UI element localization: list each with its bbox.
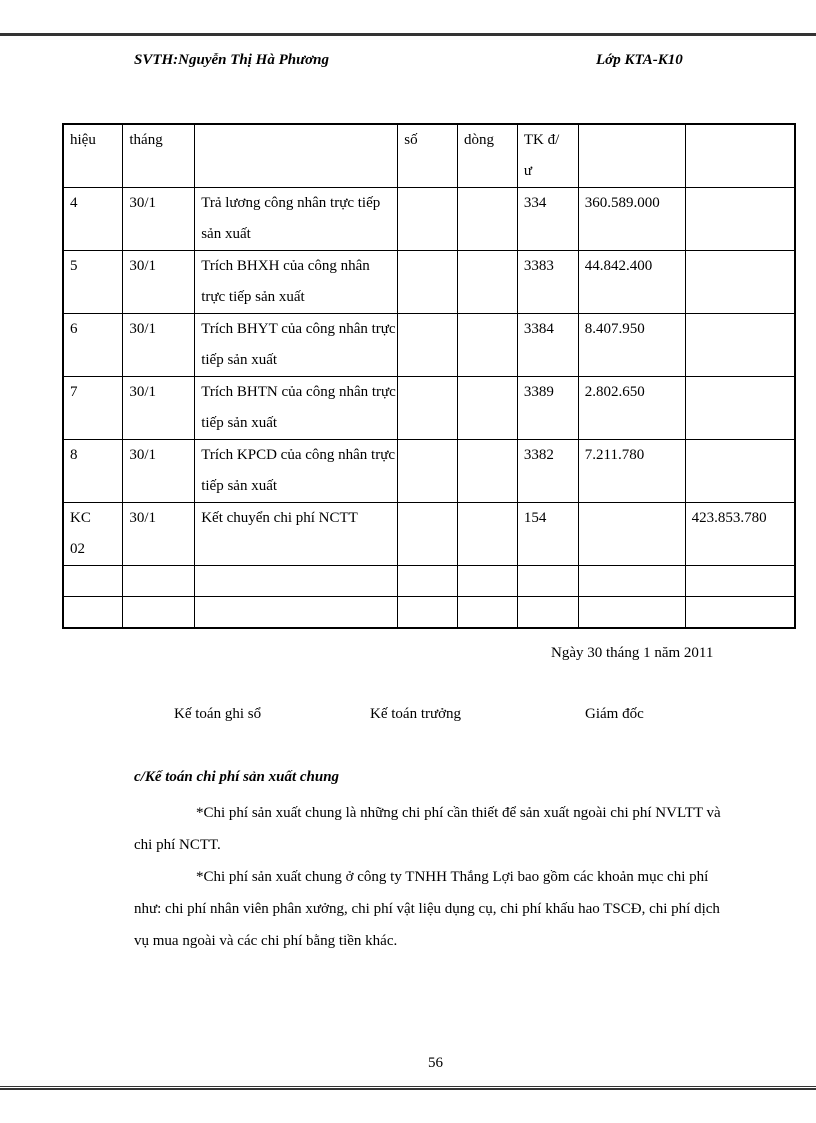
entry-account: 3384 <box>517 314 578 377</box>
entry-page <box>398 440 458 503</box>
entry-line <box>458 377 518 440</box>
entry-number: 8 <box>63 440 123 503</box>
paragraph-2 <box>134 861 734 957</box>
entry-line <box>458 251 518 314</box>
entry-debit: 7.211.780 <box>578 440 685 503</box>
entry-page <box>398 251 458 314</box>
entry-description: Kết chuyển chi phí NCTT <box>195 503 398 566</box>
entry-debit: 8.407.950 <box>578 314 685 377</box>
paragraph-1 <box>134 797 734 861</box>
table-row <box>63 188 795 251</box>
header-cell: hiệu <box>63 124 123 188</box>
entry-credit <box>685 440 795 503</box>
entry-date: 30/1 <box>123 188 195 251</box>
entry-account: 334 <box>517 188 578 251</box>
entry-number: 7 <box>63 377 123 440</box>
header-class: Lớp KTA-K10 <box>596 52 683 68</box>
date-line: Ngày 30 tháng 1 năm 2011 <box>551 645 714 661</box>
entry-credit <box>685 377 795 440</box>
entry-account: 3389 <box>517 377 578 440</box>
entry-description: Trích BHYT của công nhân trực tiếp sản xuất <box>195 314 398 377</box>
entry-debit: 44.842.400 <box>578 251 685 314</box>
entry-number: 4 <box>63 188 123 251</box>
entry-line <box>458 503 518 566</box>
section-title: c/Kế toán chi phí sản xuất chung <box>134 769 340 785</box>
entry-page <box>398 377 458 440</box>
entry-date: 30/1 <box>123 503 195 566</box>
entry-debit: 360.589.000 <box>578 188 685 251</box>
entry-line <box>458 440 518 503</box>
header-cell <box>195 124 398 188</box>
entry-date: 30/1 <box>123 251 195 314</box>
entry-account: 3382 <box>517 440 578 503</box>
entry-description: Trích BHXH của công nhân trực tiếp sản xuất <box>195 251 398 314</box>
entry-date: 30/1 <box>123 377 195 440</box>
entry-date: 30/1 <box>123 440 195 503</box>
table-header-row <box>63 124 795 188</box>
entry-line <box>458 188 518 251</box>
paragraph-2-text: *Chi phí sản xuất chung ở công ty TNHH Thắng Lợi bao gồm các khoản mục chi phí như: chi phí nhân viên phân xưởng, chi phí vật liệu dụng cụ, chi phí khấu hao TSCĐ, chi phí dịch vụ mua ngoài và các chi phí bằng tiền khác. <box>134 869 720 949</box>
entry-number: 5 <box>63 251 123 314</box>
header-cell: TK đ/ư <box>517 124 578 188</box>
entry-number: KC 02 <box>63 503 123 566</box>
page-number: 56 <box>428 1055 443 1071</box>
ledger-table <box>62 123 796 629</box>
entry-page <box>398 314 458 377</box>
table-row-empty <box>63 597 795 629</box>
table-row <box>63 314 795 377</box>
entry-date: 30/1 <box>123 314 195 377</box>
table-row-empty <box>63 566 795 597</box>
signature-director: Giám đốc <box>585 706 644 722</box>
table-row <box>63 251 795 314</box>
signature-chief-accountant: Kế toán trưởng <box>370 706 462 722</box>
entry-account: 154 <box>517 503 578 566</box>
entry-number: 6 <box>63 314 123 377</box>
entry-debit <box>578 503 685 566</box>
entry-line <box>458 314 518 377</box>
signature-bookkeeper: Kế toán ghi sổ <box>174 706 262 722</box>
entry-credit <box>685 251 795 314</box>
entry-debit: 2.802.650 <box>578 377 685 440</box>
table-row <box>63 503 795 566</box>
header-cell: số <box>398 124 458 188</box>
entry-page <box>398 503 458 566</box>
entry-description: Trích KPCD của công nhân trực tiếp sản xuất <box>195 440 398 503</box>
header-cell: tháng <box>123 124 195 188</box>
header-cell: dòng <box>458 124 518 188</box>
table-row <box>63 440 795 503</box>
entry-credit: 423.853.780 <box>685 503 795 566</box>
entry-credit <box>685 188 795 251</box>
entry-description: Trích BHTN của công nhân trực tiếp sản xuất <box>195 377 398 440</box>
header-student-name: SVTH:Nguyễn Thị Hà Phương <box>134 52 329 68</box>
entry-description: Trả lương công nhân trực tiếp sản xuất <box>195 188 398 251</box>
header-cell <box>685 124 795 188</box>
paragraph-1-text: *Chi phí sản xuất chung là những chi phí cần thiết để sản xuất ngoài chi phí NVLTT và chi phí NCTT. <box>134 805 721 853</box>
entry-account: 3383 <box>517 251 578 314</box>
entry-credit <box>685 314 795 377</box>
entry-page <box>398 188 458 251</box>
header-cell <box>578 124 685 188</box>
table-row <box>63 377 795 440</box>
top-rule <box>0 33 816 36</box>
bottom-rule <box>0 1086 816 1090</box>
